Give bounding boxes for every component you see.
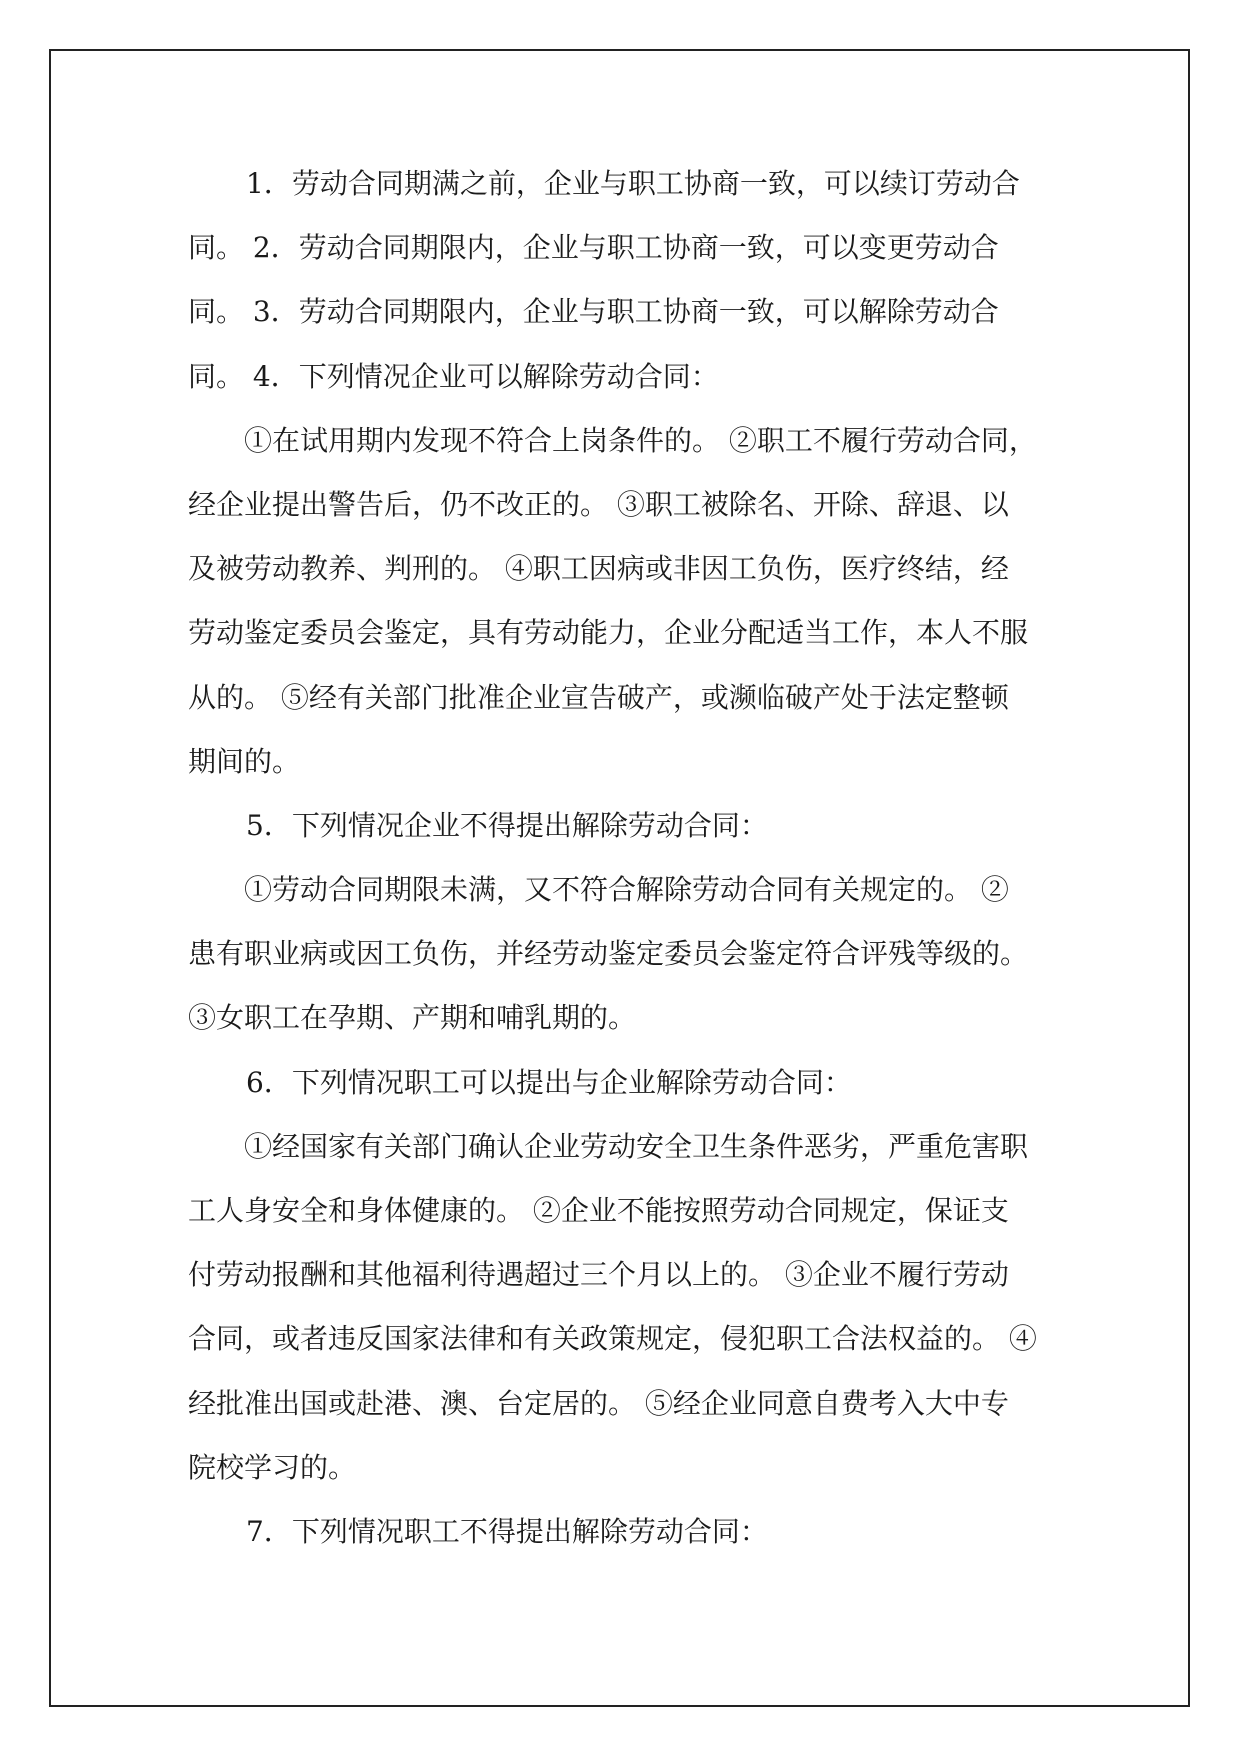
clause-6-items-line: 合同，或者违反国家法律和有关政策规定，侵犯职工合法权益的。 ④	[188, 1322, 1037, 1356]
clause-7-line: 7．下列情况职工不得提出解除劳动合同：	[246, 1514, 768, 1548]
clause-4-items-line: ①在试用期内发现不符合上岗条件的。 ②职工不履行劳动合同，	[244, 423, 1037, 457]
clause-4-items-line: 期间的。	[188, 744, 301, 778]
clause-6-line: 6．下列情况职工可以提出与企业解除劳动合同：	[246, 1065, 852, 1099]
clause-5-items-line: 患有职业病或因工负伤，并经劳动鉴定委员会鉴定符合评残等级的。	[188, 937, 1029, 971]
clause-6-items-line: 工人身安全和身体健康的。 ②企业不能按照劳动合同规定，保证支	[188, 1194, 1009, 1227]
clause-5-items-line: ③女职工在孕期、产期和哺乳期的。	[188, 1001, 637, 1035]
clause-6-items-line: 院校学习的。	[188, 1450, 357, 1484]
clause-6-items-line: 付劳动报酬和其他福利待遇超过三个月以上的。 ③企业不履行劳动	[188, 1258, 1009, 1292]
clause-1-line: 1．劳动合同期满之前，企业与职工协商一致，可以续订劳动合	[246, 167, 1020, 200]
clause-5-items-line: ①劳动合同期限未满，又不符合解除劳动合同有关规定的。 ②	[244, 873, 1009, 907]
clause-4-items-line: 劳动鉴定委员会鉴定，具有劳动能力，企业分配适当工作，本人不服	[188, 616, 1029, 650]
clause-4-items-line: 经企业提出警告后，仍不改正的。 ③职工被除名、开除、辞退、以	[188, 487, 1009, 521]
clause-4-line: 同。 4．下列情况企业可以解除劳动合同：	[188, 359, 719, 393]
clause-3-line: 同。 3．劳动合同期限内，企业与职工协商一致，可以解除劳动合	[188, 295, 999, 329]
clause-6-items-line: ①经国家有关部门确认企业劳动安全卫生条件恶劣，严重危害职	[244, 1129, 1029, 1163]
clause-4-items-line: 及被劳动教养、判刑的。 ④职工因病或非因工负伤，医疗终结，经	[188, 552, 1009, 586]
clause-2-line: 同。 2．劳动合同期限内，企业与职工协商一致，可以变更劳动合	[188, 231, 999, 265]
document-body	[188, 152, 1068, 1564]
clause-4-items-line: 从的。 ⑤经有关部门批准企业宣告破产，或濒临破产处于法定整顿	[188, 680, 1009, 714]
clause-5-line: 5．下列情况企业不得提出解除劳动合同：	[246, 808, 768, 842]
clause-6-items-line: 经批准出国或赴港、澳、台定居的。 ⑤经企业同意自费考入大中专	[188, 1386, 1009, 1420]
